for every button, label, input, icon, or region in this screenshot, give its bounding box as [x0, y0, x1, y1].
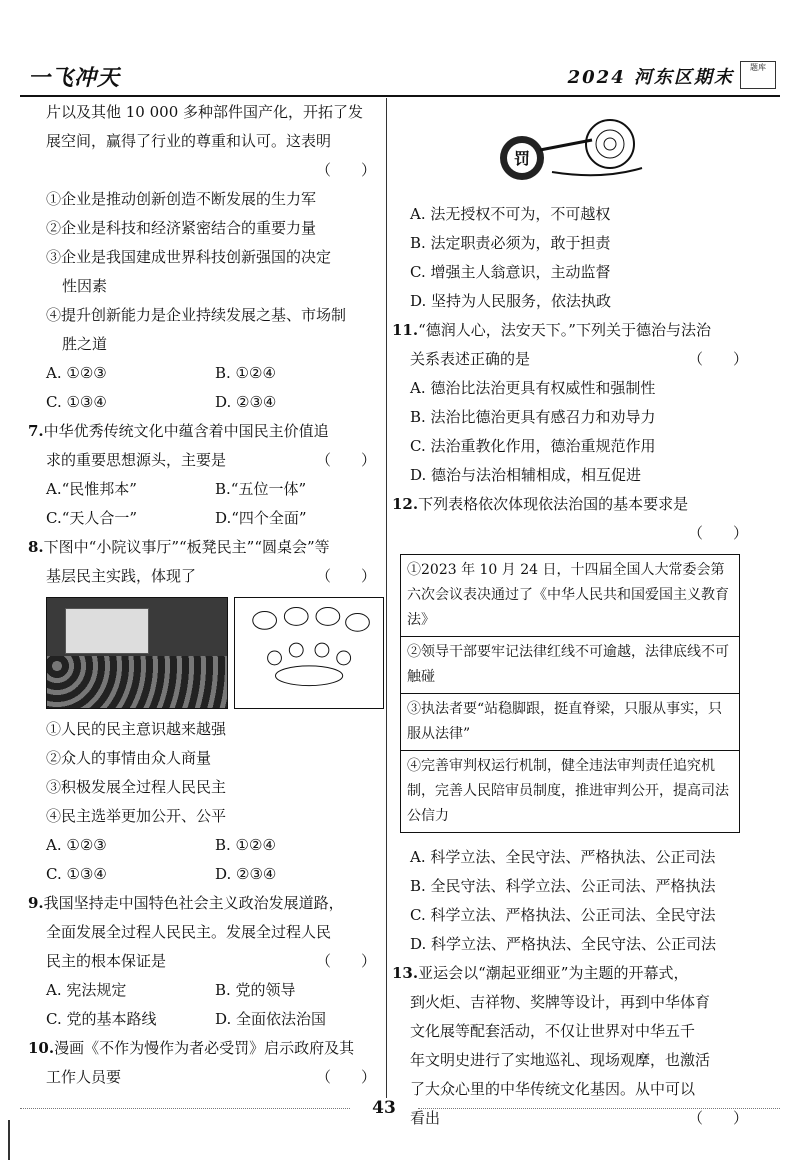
statement: ①人民的民主意识越来越强	[46, 720, 227, 738]
question-text: 文化展等配套活动，不仅让世界对中华五千	[410, 1022, 696, 1040]
option-c[interactable]: C. 党的基本路线	[46, 1010, 157, 1028]
question-text: 基层民主实践，体现了	[46, 567, 197, 585]
statement: ②企业是科技和经济紧密结合的重要力量	[46, 219, 317, 237]
table-row: ①2023 年 10 月 24 日，十四届全国人大常委会第六次会议表决通过了《中华人民共和国爱国主义教育法》	[401, 555, 739, 637]
option-a[interactable]: A. ①②③	[46, 836, 107, 854]
statement: ②众人的事情由众人商量	[46, 749, 212, 767]
table-row: ③执法者要“站稳脚跟，挺直脊梁，只服从事实，只服从法律”	[401, 694, 739, 751]
option-a[interactable]: A. 宪法规定	[46, 981, 127, 999]
option-d[interactable]: D. 德治与法治相辅相成，相互促进	[410, 466, 642, 484]
page-header	[20, 55, 780, 97]
answer-paren[interactable]: （ ）	[687, 1109, 748, 1127]
question-number: 9.	[28, 894, 44, 912]
option-b[interactable]: B. 党的领导	[215, 981, 296, 999]
right-column	[392, 98, 756, 1133]
question-text: 下列表格依次体现依法治国的基本要求是	[418, 495, 689, 513]
cartoon-snail-penalty	[492, 100, 662, 190]
table-row: ②领导干部要牢记法律红线不可逾越，法律底线不可触碰	[401, 637, 739, 694]
answer-paren[interactable]: （ ）	[315, 161, 376, 179]
question-text: 漫画《不作为慢作为者必受罚》启示政府及其	[54, 1039, 355, 1057]
answer-paren[interactable]: （ ）	[315, 952, 376, 970]
option-a[interactable]: A. 德治比法治更具有权威性和强制性	[410, 379, 656, 397]
answer-paren[interactable]: （ ）	[687, 350, 748, 368]
option-c[interactable]: C. 法治重教化作用，德治重规范作用	[410, 437, 656, 455]
header-title: 2024 河东区期末	[567, 67, 734, 88]
statement: 胜之道	[62, 335, 108, 353]
answer-paren[interactable]: （ ）	[315, 1068, 376, 1086]
option-a[interactable]: A. 科学立法、全民守法、严格执法、公正司法	[410, 848, 716, 866]
figure-row	[46, 597, 384, 709]
option-d[interactable]: D. 坚持为人民服务，依法执政	[410, 292, 612, 310]
option-d[interactable]: D. ②③④	[215, 393, 277, 411]
question-text: 亚运会以“潮起亚细亚”为主题的开幕式，	[418, 964, 689, 982]
statement: ③企业是我国建成世界科技创新强国的决定	[46, 248, 332, 266]
penalty-stamp-label: 罚	[513, 149, 531, 168]
question-text: 到火炬、吉祥物、奖牌等设计，再到中华体育	[410, 993, 711, 1011]
option-b[interactable]: B. ①②④	[215, 836, 276, 854]
option-b[interactable]: B. ①②④	[215, 364, 276, 382]
question-number: 11.	[392, 321, 419, 339]
question-text: 求的重要思想源头，主要是	[46, 451, 227, 469]
question-text: 全面发展全过程人民民主。发展全过程人民	[46, 923, 332, 941]
option-c[interactable]: C.“天人合一”	[46, 509, 138, 527]
answer-paren[interactable]: （ ）	[315, 451, 376, 469]
left-column	[28, 98, 384, 1092]
column-divider	[386, 98, 387, 1098]
question-text: 了大众心里的中华传统文化基因。从中可以	[410, 1080, 696, 1098]
option-d[interactable]: D. 全面依法治国	[215, 1010, 327, 1028]
option-c[interactable]: C. ①③④	[46, 865, 107, 883]
question-number: 8.	[28, 538, 44, 556]
question-text: 年文明史进行了实地巡礼、现场观摩，也激活	[410, 1051, 711, 1069]
question-text: 中华优秀传统文化中蕴含着中国民主价值追	[43, 422, 329, 440]
statement: ④民主选举更加公开、公平	[46, 807, 227, 825]
question-text: 我国坚持走中国特色社会主义政治发展道路，	[43, 894, 344, 912]
question-text: “德润人心，法安天下。”下列关于德治与法治	[418, 321, 711, 339]
question-number: 12.	[392, 495, 419, 513]
option-c[interactable]: C. 科学立法、严格执法、公正司法、全民守法	[410, 906, 716, 924]
option-b[interactable]: B. 法治比德治更具有感召力和劝导力	[410, 408, 656, 426]
option-c[interactable]: C. 增强主人翁意识，主动监督	[410, 263, 611, 281]
option-a[interactable]: A. ①②③	[46, 364, 107, 382]
intro-line: 展空间，赢得了行业的尊重和认可。这表明	[46, 132, 332, 150]
option-b[interactable]: B. 法定职责必须为，敢于担责	[410, 234, 611, 252]
question-number: 7.	[28, 422, 44, 440]
option-c[interactable]: C. ①③④	[46, 393, 107, 411]
statement: 性因素	[62, 277, 108, 295]
option-a[interactable]: A. 法无授权不可为，不可越权	[410, 205, 611, 223]
intro-line: 片以及其他 10 000 多种部件国产化，开拓了发	[46, 103, 364, 121]
question-number: 13.	[392, 964, 419, 982]
option-d[interactable]: D. ②③④	[215, 865, 277, 883]
page-number: 43	[372, 1098, 396, 1118]
question-text: 看出	[410, 1109, 441, 1127]
binding-mark	[8, 1120, 10, 1160]
law-table	[400, 554, 740, 833]
question-text: 民主的根本保证是	[46, 952, 167, 970]
question-text: 下图中“小院议事厅”“板凳民主”“圆桌会”等	[43, 538, 330, 556]
option-d[interactable]: D. 科学立法、严格执法、全民守法、公正司法	[410, 935, 717, 953]
option-b[interactable]: B. 全民守法、科学立法、公正司法、严格执法	[410, 877, 716, 895]
page-footer	[20, 1098, 780, 1118]
statement: ③积极发展全过程人民民主	[46, 778, 227, 796]
photo-meeting	[46, 597, 228, 709]
question-number: 10.	[28, 1039, 55, 1057]
qr-icon: 题库	[740, 61, 776, 89]
statement: ①企业是推动创新创造不断发展的生力军	[46, 190, 317, 208]
option-b[interactable]: B.“五位一体”	[215, 480, 307, 498]
option-d[interactable]: D.“四个全面”	[215, 509, 307, 527]
option-a[interactable]: A.“民惟邦本”	[46, 480, 137, 498]
answer-paren[interactable]: （ ）	[687, 524, 748, 542]
question-text: 工作人员要	[46, 1068, 122, 1086]
table-row: ④完善审判权运行机制，健全违法审判责任追究机制，完善人民陪审员制度，推进审判公开，提高司法公信力	[407, 758, 729, 824]
cartoon-round-table	[234, 597, 384, 709]
statement: ④提升创新能力是企业持续发展之基、市场制	[46, 306, 347, 324]
answer-paren[interactable]: （ ）	[315, 567, 376, 585]
question-text: 关系表述正确的是	[410, 350, 531, 368]
brand-logo: 一飞冲天	[28, 66, 121, 91]
